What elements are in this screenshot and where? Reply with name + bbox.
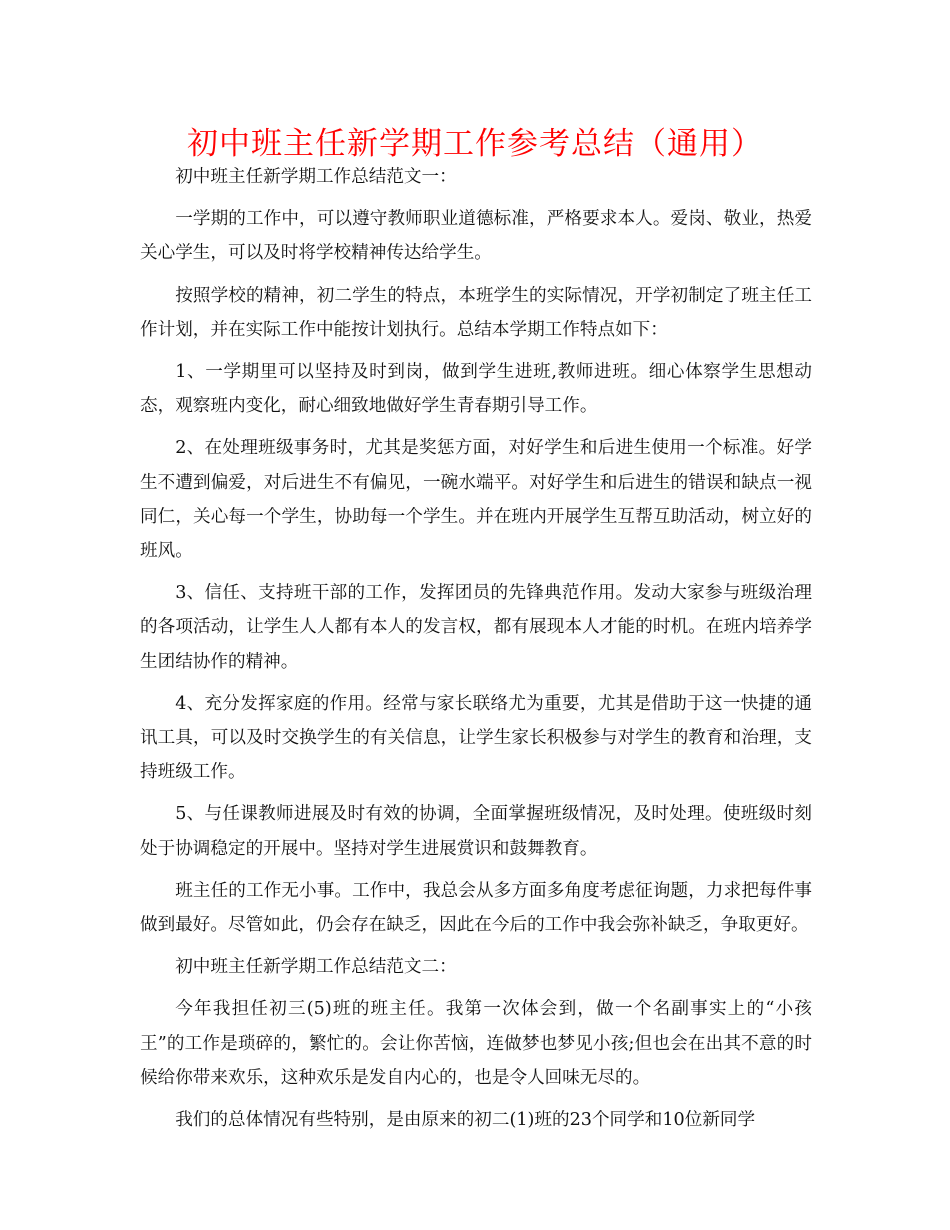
paragraph: 今年我担任初三(5)班的班主任。我第一次体会到，做一个名副事实上的“小孩王”的工作是琐碎的，繁忙的。会让你苦恼，连做梦也梦见小孩;但也会在出其不意的时候给你带来欢乐，这种欢乐是发自内心的，也是令人回味无尽的。 xyxy=(140,999,812,1088)
document-title: 初中班主任新学期工作参考总结（通用） xyxy=(187,126,763,162)
paragraph-heading-sample-two: 初中班主任新学期工作总结范文二： xyxy=(175,957,457,978)
paragraph-item-2: 2、在处理班级事务时，尤其是奖惩方面，对好学生和后进生使用一个标准。好学生不遭到偏爱，对后进生不有偏见，一碗水端平。对好学生和后进生的错误和缺点一视同仁，关心每一个学生，协助每一个学生。并在班内开展学生互帮互助活动，树立好的班风。 xyxy=(140,438,812,562)
paragraph-item-1: 1、一学期里可以坚持及时到岗，做到学生进班,教师进班。细心体察学生思想动态，观察班内变化，耐心细致地做好学生青春期引导工作。 xyxy=(140,362,812,417)
paragraph-item-5: 5、与任课教师进展及时有效的协调，全面掌握班级情况，及时处理。使班级时刻处于协调稳定的开展中。坚持对学生进展赏识和鼓舞教育。 xyxy=(140,804,812,859)
paragraph: 班主任的工作无小事。工作中，我总会从多方面多角度考虑征询题，力求把每件事做到最好。尽管如此，仍会存在缺乏，因此在今后的工作中我会弥补缺乏，争取更好。 xyxy=(140,880,812,936)
paragraph-item-4: 4、充分发挥家庭的作用。经常与家长联络尤为重要，尤其是借助于这一快捷的通讯工具，可以及时交换学生的有关信息，让学生家长积极参与对学生的教育和治理，支持班级工作。 xyxy=(140,693,812,783)
paragraph: 我们的总体情况有些特别，是由原来的初二(1)班的23个同学和10位新同学 xyxy=(175,1110,756,1131)
paragraph-heading-sample-one: 初中班主任新学期工作总结范文一： xyxy=(175,167,457,187)
paragraph: 一学期的工作中，可以遵守教师职业道德标准，严格要求本人。爱岗、敬业，热爱关心学生，可以及时将学校精神传达给学生。 xyxy=(140,209,812,264)
document-body xyxy=(140,160,812,1145)
paragraph-item-3: 3、信任、支持班干部的工作，发挥团员的先锋典范作用。发动大家参与班级治理的各项活动，让学生人人都有本人的发言权，都有展现本人才能的时机。在班内培养学生团结协作的精神。 xyxy=(140,583,812,672)
paragraph: 按照学校的精神，初二学生的特点，本班学生的实际情况，开学初制定了班主任工作计划，并在实际工作中能按计划执行。总结本学期工作特点如下： xyxy=(140,285,812,340)
